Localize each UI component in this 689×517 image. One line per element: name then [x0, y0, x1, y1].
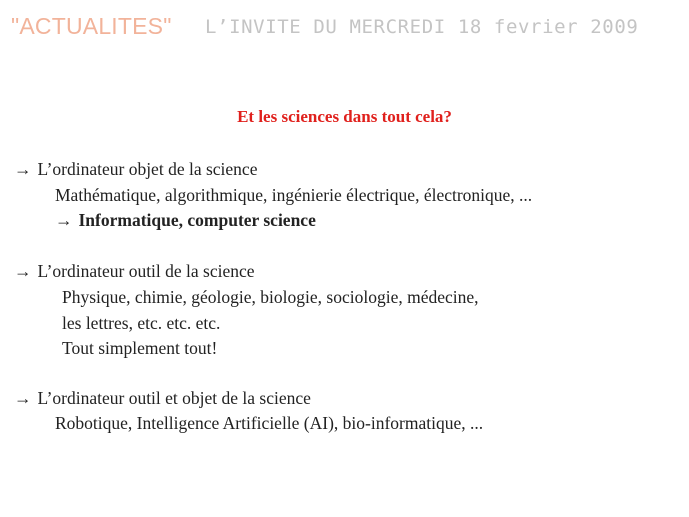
header-section-title: "ACTUALITES" [11, 13, 172, 39]
header-talk-title: L’INVITE DU MERCREDI 18 fevrier 2009 [205, 16, 639, 38]
subheading-text: Informatique, computer science [78, 210, 316, 230]
section-heading-text: L’ordinateur outil de la science [37, 261, 255, 281]
slide-title: Et les sciences dans tout cela? [237, 107, 452, 126]
section-heading-text: L’ordinateur objet de la science [37, 159, 258, 179]
section-3-line-1: Robotique, Intelligence Artificielle (AI), bio-informatique, ... [55, 413, 484, 433]
right-arrow-icon: → [14, 261, 32, 281]
right-arrow-icon: → [14, 388, 32, 408]
section-2-line-1: Physique, chimie, géologie, biologie, sociologie, médecine, [62, 287, 479, 307]
section-2-heading [14, 261, 255, 281]
section-3-heading [14, 388, 311, 408]
right-arrow-icon: → [14, 159, 32, 179]
section-1-subheading [55, 210, 316, 230]
section-2-line-2: les lettres, etc. etc. etc. [62, 313, 221, 333]
section-1-heading [14, 159, 257, 179]
section-1-line-1: Mathématique, algorithmique, ingénierie électrique, électronique, ... [55, 185, 533, 205]
section-2-line-3: Tout simplement tout! [62, 338, 218, 358]
right-arrow-icon: → [55, 210, 73, 230]
section-heading-text: L’ordinateur outil et objet de la science [37, 388, 311, 408]
